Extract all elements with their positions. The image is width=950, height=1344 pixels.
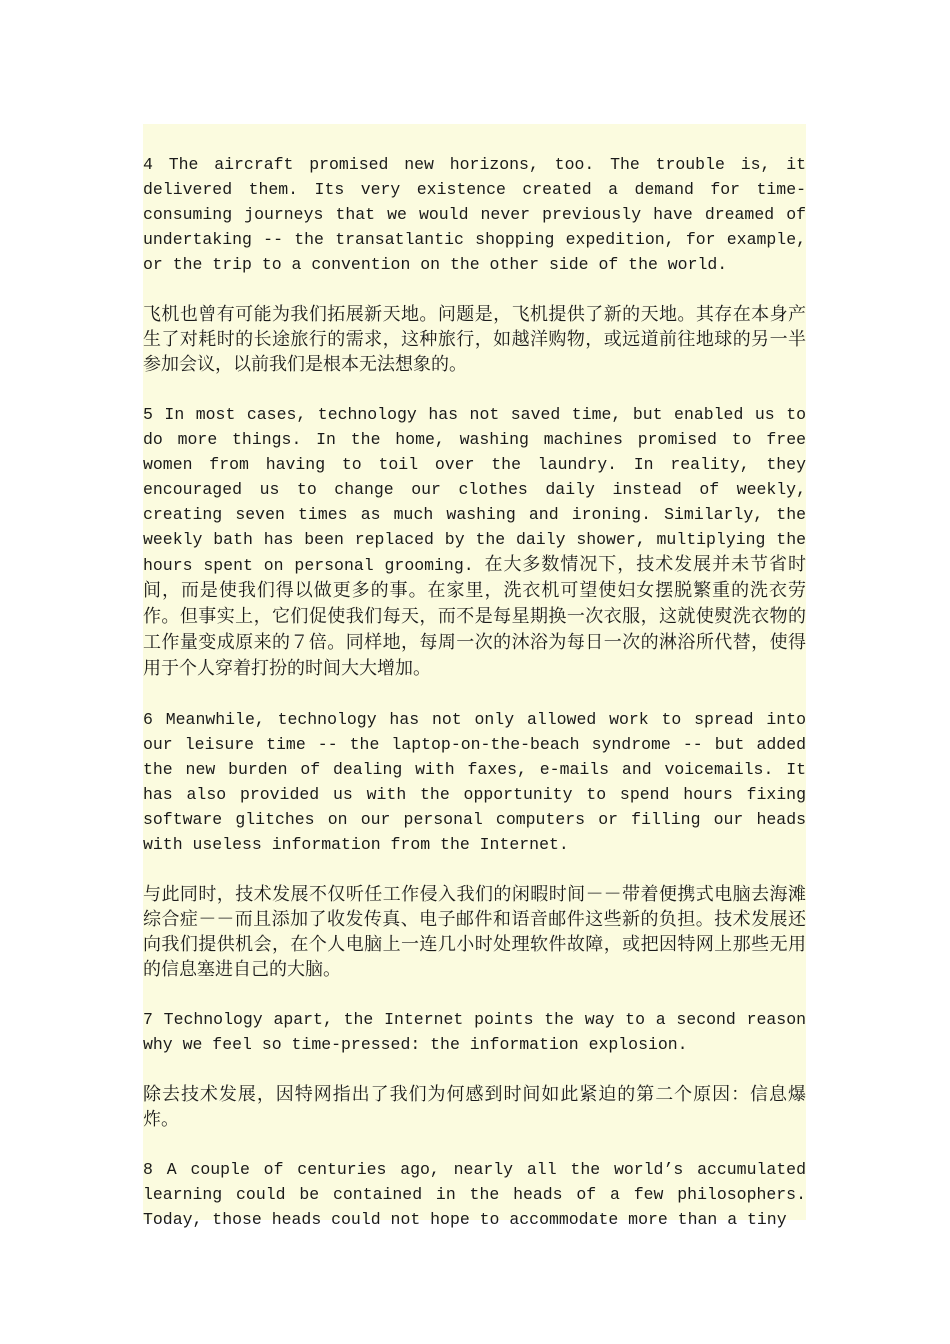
paragraph-5-chinese-text: 在大多数情况下，技术发展并未节省时间，而是使我们得以做更多的事。在家里，洗衣机可望使妇女摆脱繁重的洗衣劳作。但事实上，它们促使我们每天，而不是每星期换一次衣服，这就使熨洗衣物的工作量变成原来的７倍。同样地，每周一次的沐浴为每日一次的淋浴所代替，使得用于个人穿着打扮的时间大大增加。 — [143, 554, 806, 679]
paragraph-8-english: 8 A couple of centuries ago, nearly all the world’s accumulated learning could be contained in the heads of a few philosophers. Today, those heads could not hope to accommodate more than a tiny — [143, 1160, 816, 1229]
paragraph-5-english-text: 5 In most cases, technology has not saved time, but enabled us to do more things. In the home, washing machines promised to free women from having to toil over the laundry. In reality, they encouraged us to change our clothes daily instead of weekly, creating seven times as much washing and ironing. Similarly, the weekly bath has been replaced by the daily shower, multiplying the hours spent on personal grooming. — [143, 405, 816, 575]
paragraph-7-chinese: 除去技术发展，因特网指出了我们为何感到时间如此紧迫的第二个原因：信息爆炸。 — [143, 1084, 806, 1130]
document-page — [143, 124, 816, 1229]
paragraph-6-english: 6 Meanwhile, technology has not only allowed work to spread into our leisure time -- the laptop-on-the-beach syndrome -- but added the new burden of dealing with faxes, e-mails and voicemails. It has also provided us with the opportunity to spend hours fixing software glitches on our personal computers or filling our heads with useless information from the Internet. — [143, 710, 816, 854]
paragraph-5-english — [143, 402, 816, 682]
document-content — [143, 124, 816, 1232]
paragraph-4-english: 4 The aircraft promised new horizons, too. The trouble is, it delivered them. Its very existence created a demand for time-consuming journeys that we would never previously have dreamed of undertaking -- the transatlantic shopping expedition, for example, or the trip to a convention on the other side of the world. — [143, 155, 816, 274]
paragraph-4-chinese: 飞机也曾有可能为我们拓展新天地。问题是，飞机提供了新的天地。其存在本身产生了对耗时的长途旅行的需求，这种旅行，如越洋购物，或远道前往地球的另一半参加会议，以前我们是根本无法想象的。 — [143, 304, 806, 375]
paragraph-6-chinese: 与此同时，技术发展不仅听任工作侵入我们的闲暇时间－－带着便携式电脑去海滩综合症－－而且添加了收发传真、电子邮件和语音邮件这些新的负担。技术发展还向我们提供机会，在个人电脑上一连几小时处理软件故障，或把因特网上那些无用的信息塞进自己的大脑。 — [143, 884, 806, 980]
paragraph-7-english: 7 Technology apart, the Internet points the way to a second reason why we feel so time-pressed: the information explosion. — [143, 1010, 816, 1054]
